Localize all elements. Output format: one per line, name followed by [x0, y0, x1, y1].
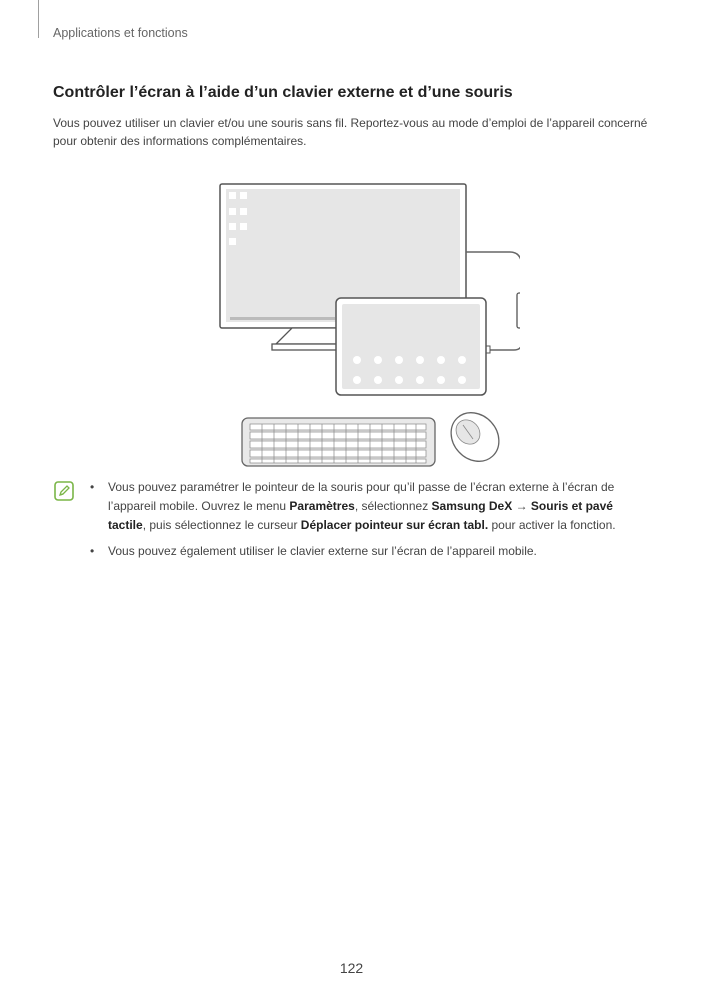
menu-samsung-dex: Samsung DeX	[431, 499, 513, 513]
menu-parametres: Paramètres	[289, 499, 355, 513]
page-number: 122	[339, 960, 364, 976]
note-item: • Vous pouvez également utiliser le clavier externe sur l’écran de l’appareil mobile.	[88, 542, 648, 561]
monitor-tablet-keyboard-mouse-illustration	[210, 180, 520, 470]
note-text: , sélectionnez	[354, 499, 432, 513]
intro-paragraph: Vous pouvez utiliser un clavier et/ou une souris sans fil. Reportez-vous au mode d’emploi de l’appareil concerné pour obtenir des informations complémentaires.	[53, 116, 648, 148]
arrow-glyph: →	[512, 499, 531, 513]
note-item	[88, 478, 648, 535]
section-header: Applications et fonctions	[53, 26, 188, 40]
note-icon	[54, 481, 74, 501]
notes-list	[88, 478, 648, 568]
option-deplacer-pointeur: Déplacer pointeur sur écran tabl.	[300, 518, 489, 532]
menu-souris-pave: Souris et pavé tactile	[108, 499, 613, 532]
header-divider	[38, 0, 39, 38]
page-title: Contrôler l’écran à l’aide d’un clavier externe et d’une souris	[53, 84, 513, 101]
note-text: , puis sélectionnez le curseur	[142, 518, 301, 532]
note-text: Vous pouvez paramétrer le pointeur de la souris pour qu’il passe de l’écran externe à l’écran de l’appareil mobile. Ouvrez le menu	[108, 480, 615, 513]
note-text: pour activer la fonction.	[488, 518, 616, 532]
